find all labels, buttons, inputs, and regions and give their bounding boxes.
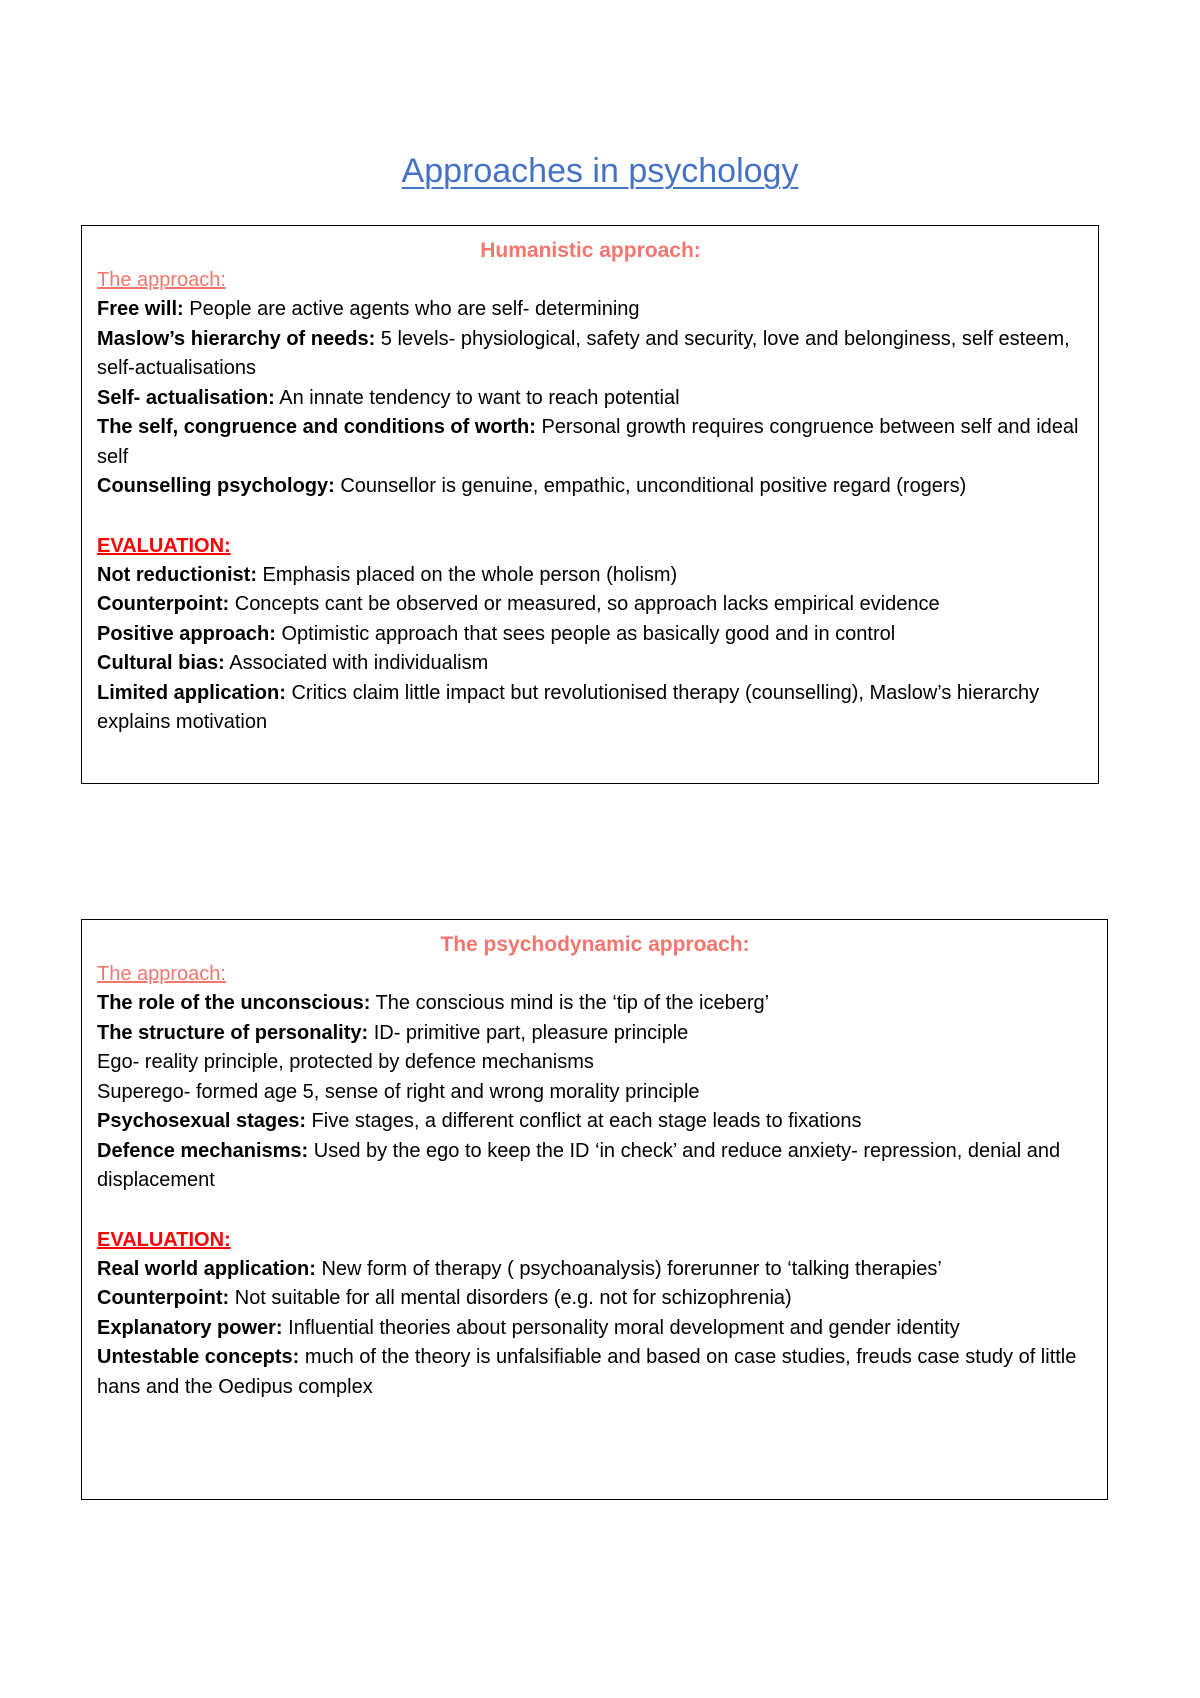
list-item — [97, 989, 1093, 1019]
list-item — [97, 1107, 1093, 1137]
list-item — [97, 413, 1084, 472]
item-text: ID- primitive part, pleasure principle — [368, 1021, 689, 1044]
section-heading: Humanistic approach: — [480, 239, 701, 262]
page-title: Approaches in psychology — [401, 152, 799, 190]
item-term: Maslow’s hierarchy of needs: — [97, 327, 376, 350]
item-text: New form of therapy ( psychoanalysis) forerunner to ‘talking therapies’ — [315, 1257, 942, 1280]
item-term: Psychosexual stages: — [97, 1110, 306, 1132]
evaluation-item — [97, 1255, 1093, 1285]
evaluation-item — [97, 679, 1084, 738]
item-term: Counterpoint: — [97, 593, 230, 615]
evaluation-item — [97, 1343, 1093, 1402]
approach-label: The approach: — [97, 269, 226, 291]
evaluation-item — [97, 1314, 1093, 1344]
list-item — [97, 1048, 1093, 1078]
item-text: Superego- formed age 5, sense of right and wrong morality principle — [97, 1080, 700, 1103]
item-text: People are active agents who are self- determining — [183, 298, 640, 320]
list-item — [97, 1019, 1093, 1049]
item-term: The role of the unconscious: — [97, 992, 371, 1014]
item-term: The self, congruence and conditions of worth: — [97, 416, 536, 438]
item-term: Free will: — [97, 298, 184, 320]
approach-label: The approach: — [97, 963, 226, 985]
item-term: Explanatory power: — [97, 1316, 283, 1339]
item-term: Real world application: — [97, 1257, 316, 1280]
item-text: Not suitable for all mental disorders (e.g. not for schizophrenia) — [229, 1287, 792, 1309]
evaluation-item — [97, 590, 1084, 620]
evaluation-label: EVALUATION: — [97, 1228, 231, 1251]
item-term: Not reductionist: — [97, 563, 257, 586]
evaluation-item — [97, 1284, 1093, 1314]
item-term: Cultural bias: — [97, 652, 225, 674]
list-item — [97, 295, 1084, 325]
section-heading: The psychodynamic approach: — [440, 933, 750, 956]
item-text: Emphasis placed on the whole person (holism) — [257, 563, 678, 586]
item-text: Critics claim little impact but revolutionised therapy (counselling), Maslow’s hierarchy explains motivation — [97, 681, 1040, 733]
item-term: Counterpoint: — [97, 1287, 230, 1309]
item-text: The conscious mind is the ‘tip of the iceberg’ — [370, 992, 770, 1014]
item-text: Five stages, a different conflict at each stage leads to fixations — [306, 1110, 862, 1132]
list-item — [97, 325, 1084, 384]
item-term: Counselling psychology: — [97, 475, 335, 497]
list-item — [97, 1078, 1093, 1108]
item-text: much of the theory is unfalsifiable and based on case studies, freuds case study of little hans and the Oedipus complex — [97, 1346, 1077, 1398]
list-item — [97, 472, 1084, 502]
item-text: Used by the ego to keep the ID ‘in check’ and reduce anxiety- repression, denial and displacement — [97, 1139, 1061, 1191]
psychodynamic-approach-box — [81, 919, 1108, 1500]
item-term: Untestable concepts: — [97, 1346, 300, 1368]
item-term: Defence mechanisms: — [97, 1139, 309, 1162]
item-text: Personal growth requires congruence between self and ideal self — [97, 416, 1079, 468]
item-text: Concepts cant be observed or measured, so approach lacks empirical evidence — [229, 593, 940, 615]
item-text: Counsellor is genuine, empathic, unconditional positive regard (rogers) — [334, 475, 967, 497]
item-text: Ego- reality principle, protected by defence mechanisms — [97, 1051, 594, 1073]
item-text: Influential theories about personality moral development and gender identity — [282, 1316, 960, 1339]
item-text: Optimistic approach that sees people as basically good and in control — [275, 622, 896, 645]
item-text: 5 levels- physiological, safety and security, love and belonginess, self esteem, self-actualisations — [97, 327, 1070, 379]
item-term: The structure of personality: — [97, 1021, 369, 1044]
humanistic-approach-box — [81, 225, 1099, 784]
evaluation-item — [97, 561, 1084, 591]
item-term: Self- actualisation: — [97, 386, 275, 409]
evaluation-label: EVALUATION: — [97, 534, 231, 557]
evaluation-item — [97, 649, 1084, 679]
list-item — [97, 384, 1084, 414]
list-item — [97, 1137, 1093, 1196]
evaluation-item — [97, 620, 1084, 650]
item-term: Positive approach: — [97, 622, 276, 645]
item-text: An innate tendency to want to reach potential — [274, 386, 680, 409]
item-term: Limited application: — [97, 681, 286, 704]
item-text: Associated with individualism — [224, 652, 489, 674]
